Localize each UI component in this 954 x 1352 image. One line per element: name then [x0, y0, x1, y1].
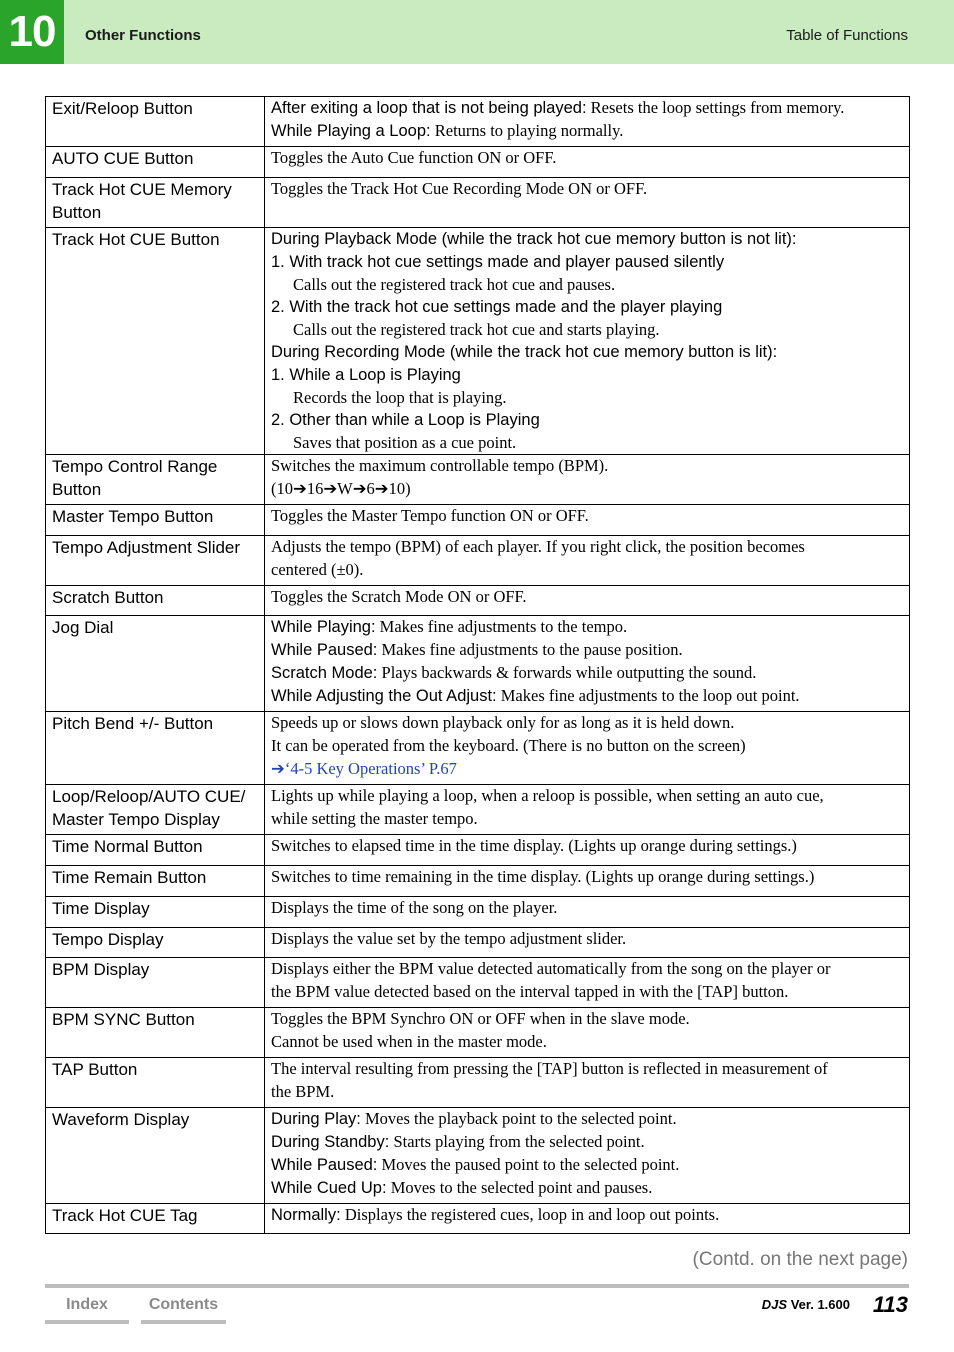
function-description [265, 586, 910, 616]
description-line [271, 505, 903, 528]
function-description [265, 1008, 910, 1058]
page-number: 113 [872, 1292, 908, 1317]
function-name: Tempo Adjustment Slider [46, 536, 265, 586]
function-name: Tempo Display [46, 928, 265, 958]
mode-label: Scratch Mode: [271, 664, 378, 682]
section-title: Table of Functions [786, 27, 908, 44]
description-text: Speeds up or slows down playback only for as long as it is held down. [271, 713, 735, 732]
description-text: the BPM value detected based on the interval tapped in with the [TAP] button. [271, 982, 789, 1001]
description-line [271, 1108, 903, 1131]
description-line [271, 97, 903, 120]
function-name: Time Display [46, 897, 265, 928]
description-line [271, 559, 903, 582]
description-line [271, 296, 903, 319]
function-name: TAP Button [46, 1058, 265, 1108]
description-line [271, 120, 903, 143]
description-line [271, 1204, 903, 1227]
mode-label: 2. With the track hot cue settings made and the player playing [271, 298, 723, 316]
description-text: Starts playing from the selected point. [389, 1132, 645, 1151]
function-description [265, 1058, 910, 1108]
function-description [265, 958, 910, 1008]
description-line [271, 758, 903, 781]
description-line [271, 685, 903, 708]
description-line [271, 835, 903, 858]
chapter-title: Other Functions [85, 27, 201, 44]
cross-reference-link[interactable]: ➔‘4-5 Key Operations’ P.67 [271, 759, 457, 778]
indented-text: Calls out the registered track hot cue and starts playing. [293, 320, 660, 339]
description-text: Toggles the BPM Synchro ON or OFF when in the slave mode. [271, 1009, 690, 1028]
description-line [271, 712, 903, 735]
description-line [271, 1031, 903, 1054]
description-text: Lights up while playing a loop, when a reloop is possible, when setting an auto cue, [271, 786, 824, 805]
description-line [271, 432, 903, 454]
mode-label: While Paused: [271, 641, 378, 659]
function-name: Master Tempo Button [46, 505, 265, 536]
description-text: Toggles the Master Tempo function ON or OFF. [271, 506, 589, 525]
table-row [46, 835, 910, 866]
description-line [271, 341, 903, 364]
description-line [271, 147, 903, 170]
description-line [271, 1177, 903, 1200]
function-name: Loop/Reloop/AUTO CUE/ Master Tempo Display [46, 785, 265, 835]
description-text: Displays the time of the song on the player. [271, 898, 558, 917]
function-description [265, 228, 910, 455]
table-row [46, 228, 910, 455]
mode-label: While Cued Up: [271, 1179, 387, 1197]
description-line [271, 228, 903, 251]
description-text: Makes fine adjustments to the loop out point. [496, 686, 800, 705]
table-row [46, 1204, 910, 1234]
function-name: AUTO CUE Button [46, 147, 265, 178]
description-text: Displays the value set by the tempo adjustment slider. [271, 929, 627, 948]
description-line [271, 735, 903, 758]
description-text: Switches the maximum controllable tempo (BPM). [271, 456, 609, 475]
description-line [271, 364, 903, 387]
table-row [46, 866, 910, 897]
function-name: Track Hot CUE Button [46, 228, 265, 455]
description-line [271, 1081, 903, 1104]
table-row [46, 616, 910, 712]
mode-label: While Adjusting the Out Adjust: [271, 687, 497, 705]
mode-label: During Play: [271, 1110, 361, 1128]
description-line [271, 1058, 903, 1081]
function-description [265, 835, 910, 866]
table-row [46, 1008, 910, 1058]
description-line [271, 662, 903, 685]
footer-divider [45, 1284, 909, 1288]
table-row [46, 1058, 910, 1108]
table-row [46, 1108, 910, 1204]
description-line [271, 928, 903, 951]
description-text: Makes fine adjustments to the pause position. [377, 640, 683, 659]
description-text: Displays the registered cues, loop in and loop out points. [340, 1205, 720, 1224]
table-row [46, 178, 910, 228]
functions-table [45, 96, 910, 1234]
function-name: Time Normal Button [46, 835, 265, 866]
description-text: Plays backwards & forwards while outputting the sound. [377, 663, 757, 682]
description-line [271, 1154, 903, 1177]
table-row [46, 785, 910, 835]
description-text: It can be operated from the keyboard. (There is no button on the screen) [271, 736, 746, 755]
description-line [271, 478, 903, 501]
description-text: Returns to playing normally. [430, 121, 624, 140]
function-description [265, 866, 910, 897]
mode-label: While Playing: [271, 618, 376, 636]
description-line [271, 785, 903, 808]
function-description [265, 455, 910, 505]
description-line [271, 808, 903, 831]
function-name: Exit/Reloop Button [46, 97, 265, 147]
description-line [271, 1008, 903, 1031]
mode-label: 2. Other than while a Loop is Playing [271, 411, 540, 429]
continued-note: (Contd. on the next page) [692, 1249, 908, 1270]
function-description [265, 1108, 910, 1204]
description-text: Moves the playback point to the selected point. [360, 1109, 677, 1128]
description-text: Makes fine adjustments to the tempo. [375, 617, 628, 636]
function-name: Track Hot CUE Memory Button [46, 178, 265, 228]
function-name: BPM Display [46, 958, 265, 1008]
function-name: Waveform Display [46, 1108, 265, 1204]
description-line [271, 409, 903, 432]
table-row [46, 455, 910, 505]
description-text: Toggles the Auto Cue function ON or OFF. [271, 148, 557, 167]
mode-label: During Standby: [271, 1133, 390, 1151]
index-link[interactable]: Index [45, 1296, 129, 1324]
function-description [265, 505, 910, 536]
version-text: Ver. 1.600 [787, 1297, 850, 1312]
description-line [271, 897, 903, 920]
function-name: Time Remain Button [46, 866, 265, 897]
description-text: while setting the master tempo. [271, 809, 478, 828]
function-name: Track Hot CUE Tag [46, 1204, 265, 1234]
table-row [46, 505, 910, 536]
contents-link[interactable]: Contents [141, 1296, 226, 1324]
description-line [271, 274, 903, 296]
table-row [46, 536, 910, 586]
indented-text: Records the loop that is playing. [293, 388, 507, 407]
function-name: Pitch Bend +/- Button [46, 712, 265, 785]
function-name: Jog Dial [46, 616, 265, 712]
table-row [46, 897, 910, 928]
function-description [265, 536, 910, 586]
description-line [271, 455, 903, 478]
version-label [762, 1297, 850, 1312]
description-line [271, 319, 903, 341]
description-line [271, 586, 903, 609]
function-name: BPM SYNC Button [46, 1008, 265, 1058]
description-line [271, 178, 903, 201]
description-line [271, 866, 903, 889]
description-text: Moves to the selected point and pauses. [386, 1178, 653, 1197]
function-description [265, 97, 910, 147]
description-text: Displays either the BPM value detected automatically from the song on the player or [271, 959, 831, 978]
description-line [271, 958, 903, 981]
mode-label: After exiting a loop that is not being played: [271, 99, 587, 117]
chapter-number: 10 [0, 0, 64, 64]
description-text: The interval resulting from pressing the [TAP] button is reflected in measurement of [271, 1059, 828, 1078]
description-text: the BPM. [271, 1082, 335, 1101]
function-name: Tempo Control Range Button [46, 455, 265, 505]
mode-label: While Paused: [271, 1156, 378, 1174]
table-row [46, 147, 910, 178]
function-name: Scratch Button [46, 586, 265, 616]
function-description [265, 616, 910, 712]
table-row [46, 958, 910, 1008]
description-line [271, 387, 903, 409]
table-row [46, 97, 910, 147]
function-description [265, 178, 910, 228]
description-text: Toggles the Scratch Mode ON or OFF. [271, 587, 527, 606]
table-row [46, 928, 910, 958]
description-line [271, 536, 903, 559]
description-text: Toggles the Track Hot Cue Recording Mode ON or OFF. [271, 179, 648, 198]
function-description [265, 147, 910, 178]
description-line [271, 251, 903, 274]
description-text: Resets the loop settings from memory. [586, 98, 845, 117]
mode-label: 1. With track hot cue settings made and player paused silently [271, 253, 725, 271]
description-text: centered (±0). [271, 560, 364, 579]
function-description [265, 785, 910, 835]
function-description [265, 897, 910, 928]
table-row [46, 586, 910, 616]
description-text: (10➔16➔W➔6➔10) [271, 479, 411, 498]
description-line [271, 639, 903, 662]
version-brand: DJS [761, 1297, 788, 1312]
indented-text: Saves that position as a cue point. [293, 433, 517, 452]
description-line [271, 616, 903, 639]
mode-label: During Recording Mode (while the track hot cue memory button is lit): [271, 343, 778, 361]
function-description [265, 928, 910, 958]
mode-label: During Playback Mode (while the track hot cue memory button is not lit): [271, 230, 797, 248]
mode-label: While Playing a Loop: [271, 122, 431, 140]
mode-label: 1. While a Loop is Playing [271, 366, 461, 384]
function-description [265, 1204, 910, 1234]
description-line [271, 981, 903, 1004]
description-text: Adjusts the tempo (BPM) of each player. If you right click, the position becomes [271, 537, 805, 556]
description-text: Switches to time remaining in the time display. (Lights up orange during settings.) [271, 867, 815, 886]
page-header [0, 0, 954, 64]
description-line [271, 1131, 903, 1154]
description-text: Moves the paused point to the selected point. [377, 1155, 680, 1174]
description-text: Switches to elapsed time in the time display. (Lights up orange during settings.) [271, 836, 797, 855]
table-row [46, 712, 910, 785]
description-text: Cannot be used when in the master mode. [271, 1032, 547, 1051]
indented-text: Calls out the registered track hot cue and pauses. [293, 275, 616, 294]
mode-label: Normally: [271, 1206, 341, 1224]
function-description [265, 712, 910, 785]
